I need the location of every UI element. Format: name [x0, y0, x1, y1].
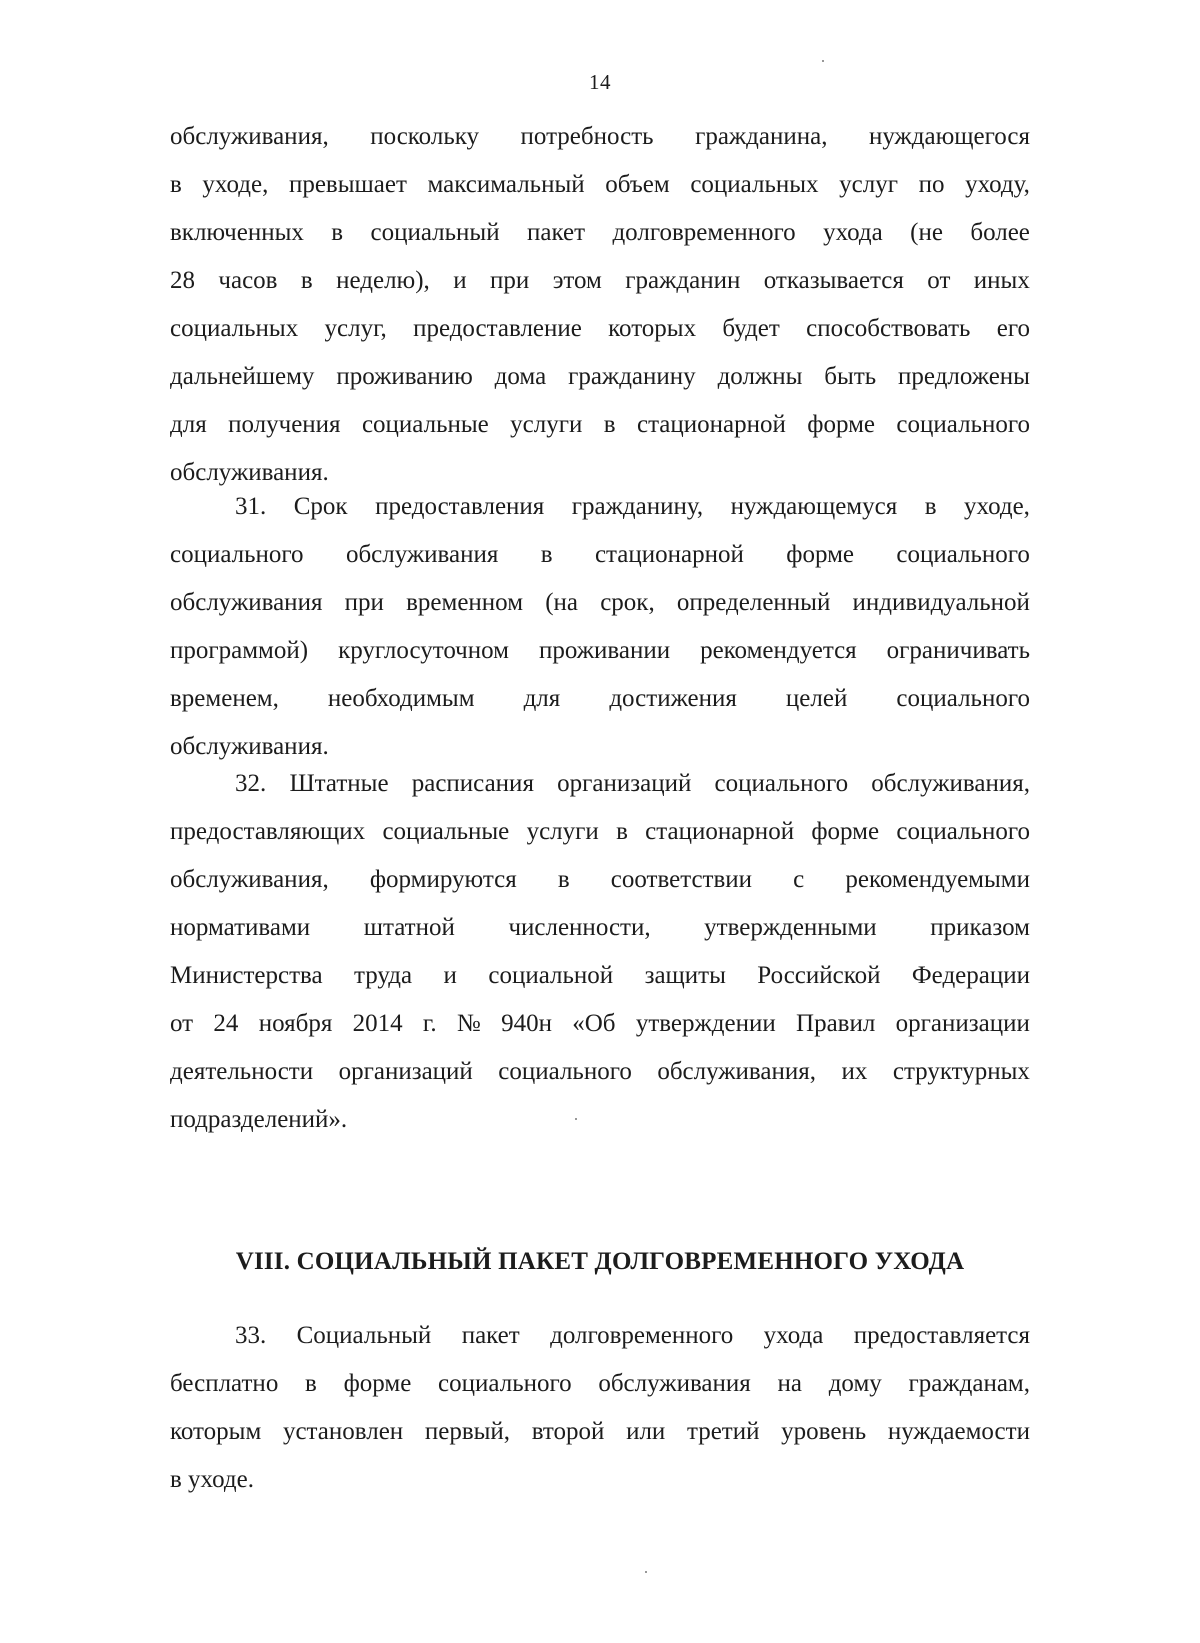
word: утвержденными — [704, 914, 877, 941]
word: социальные — [382, 818, 510, 845]
word: услуг — [839, 171, 898, 198]
scan-speck — [575, 1118, 577, 1120]
word: подразделений». — [170, 1106, 348, 1133]
word: или — [626, 1418, 666, 1445]
word: гражданин — [625, 267, 741, 294]
word: услуги — [526, 818, 599, 845]
word: для — [523, 685, 561, 712]
word: 2014 — [352, 1010, 403, 1037]
word: расписания — [411, 770, 534, 797]
word: предоставляющих — [170, 818, 366, 845]
word: долговременного — [612, 219, 796, 246]
word: социального — [896, 411, 1030, 438]
text-line — [170, 353, 1030, 401]
word: пакет — [461, 1322, 520, 1349]
word: структурных — [892, 1058, 1030, 1085]
word: ограничивать — [886, 637, 1030, 664]
text-line — [170, 808, 1030, 856]
word: в — [557, 866, 570, 893]
word: гражданину — [568, 363, 696, 390]
word: 33. — [235, 1322, 267, 1349]
text-line — [170, 305, 1030, 353]
text-line — [170, 856, 1030, 904]
word: дома — [494, 363, 547, 390]
word: отказывается — [763, 267, 904, 294]
word: Штатные — [289, 770, 389, 797]
word: иных — [973, 267, 1030, 294]
word: от — [927, 267, 951, 294]
word: стационарной — [636, 411, 786, 438]
word: нормативами — [170, 914, 311, 941]
word: первый, — [424, 1418, 511, 1445]
text-line — [170, 1408, 1030, 1456]
word: 24 — [213, 1010, 239, 1037]
word: при — [344, 589, 384, 616]
word: временем, — [170, 685, 279, 712]
word: предоставление — [413, 315, 582, 342]
word: в — [305, 1370, 317, 1397]
word: стационарной — [594, 541, 744, 568]
word: организации — [895, 1010, 1030, 1037]
word: проживанию — [336, 363, 473, 390]
word: социального — [896, 818, 1030, 845]
word: услуги — [510, 411, 583, 438]
word: форме — [807, 411, 876, 438]
word: форме — [786, 541, 854, 568]
word: бесплатно — [170, 1370, 279, 1397]
word: дому — [828, 1370, 882, 1397]
word: социальных — [170, 315, 299, 342]
word: второй — [531, 1418, 605, 1445]
word: «Об — [572, 1010, 616, 1037]
text-line — [170, 627, 1030, 675]
text-line — [170, 531, 1030, 579]
word: в — [616, 818, 628, 845]
word: социального — [170, 541, 304, 568]
word: и — [453, 267, 467, 294]
text-line — [170, 161, 1030, 209]
word: которых — [608, 315, 697, 342]
word: определенный — [676, 589, 831, 616]
word: на — [777, 1370, 802, 1397]
word: Федерации — [911, 962, 1030, 989]
word: обслуживания, — [170, 123, 329, 150]
word: долговременного — [550, 1322, 734, 1349]
word: пакет — [527, 219, 586, 246]
word: необходимым — [327, 685, 475, 712]
word: Российской — [757, 962, 881, 989]
text-line — [170, 760, 1030, 808]
word: часов — [218, 267, 278, 294]
word: обслуживания, — [871, 770, 1030, 797]
word: (на — [545, 589, 579, 616]
word: индивидуальной — [852, 589, 1030, 616]
word: стационарной — [645, 818, 795, 845]
word: предоставления — [375, 493, 545, 520]
word: в уходе. — [170, 1466, 254, 1493]
word: и — [443, 962, 457, 989]
word: социального — [438, 1370, 572, 1397]
word: дальнейшему — [170, 363, 315, 390]
text-line — [170, 1048, 1030, 1096]
word: социального — [498, 1058, 632, 1085]
word: уходе, — [202, 171, 269, 198]
word: при — [490, 267, 530, 294]
word: поскольку — [370, 123, 480, 150]
word: ноября — [258, 1010, 333, 1037]
word: труда — [353, 962, 413, 989]
word: целей — [785, 685, 848, 712]
scan-speck — [822, 60, 824, 62]
word: срок, — [600, 589, 655, 616]
word: будет — [722, 315, 780, 342]
scan-speck — [645, 1571, 647, 1573]
text-line — [170, 401, 1030, 449]
text-line — [170, 1360, 1030, 1408]
word: их — [841, 1058, 868, 1085]
word: круглосуточном — [338, 637, 509, 664]
word: в — [170, 171, 182, 198]
word: уровень — [781, 1418, 867, 1445]
word: в — [924, 493, 937, 520]
word: социальные — [361, 411, 489, 438]
word: нуждающемуся — [730, 493, 898, 520]
word: предоставляется — [853, 1322, 1030, 1349]
word: утверждении — [635, 1010, 776, 1037]
word: достижения — [609, 685, 737, 712]
word: защиты — [644, 962, 726, 989]
word: формируются — [369, 866, 517, 893]
word: неделю), — [336, 267, 430, 294]
word: по — [918, 171, 945, 198]
text-line — [170, 257, 1030, 305]
word: 31. — [235, 493, 267, 520]
word: максимальный — [427, 171, 585, 198]
word: 32. — [235, 770, 267, 797]
word: получения — [228, 411, 341, 438]
word: быть — [824, 363, 877, 390]
word: Правил — [796, 1010, 876, 1037]
word: соответствии — [610, 866, 753, 893]
text-line — [170, 1096, 1030, 1144]
word: рекомендуется — [700, 637, 857, 664]
word: обслуживания. — [170, 733, 329, 760]
word: Социальный — [296, 1322, 432, 1349]
word: уходу, — [965, 171, 1030, 198]
word: социальный — [370, 219, 500, 246]
word: организаций — [338, 1058, 473, 1085]
word: включенных — [170, 219, 304, 246]
word: в — [300, 267, 313, 294]
word: Срок — [293, 493, 348, 520]
word: обслуживания — [598, 1370, 751, 1397]
word: штатной — [363, 914, 455, 941]
word: форме — [343, 1370, 412, 1397]
word: обслуживания. — [170, 459, 329, 486]
word: в — [331, 219, 344, 246]
word: социального — [896, 541, 1030, 568]
text-line — [170, 579, 1030, 627]
text-line — [170, 209, 1030, 257]
word: численности, — [508, 914, 651, 941]
word: № — [456, 1010, 481, 1037]
word: в — [603, 411, 616, 438]
word: социального — [714, 770, 849, 797]
word: организаций — [557, 770, 692, 797]
word: третий — [686, 1418, 760, 1445]
paragraph-continuation — [170, 113, 1030, 497]
word: проживании — [538, 637, 671, 664]
word: социального — [896, 685, 1030, 712]
word: которым — [170, 1418, 262, 1445]
word: уходе, — [964, 493, 1030, 520]
word: потребность — [520, 123, 654, 150]
word: нуждающегося — [868, 123, 1030, 150]
text-line — [170, 1000, 1030, 1048]
text-line — [170, 113, 1030, 161]
paragraph-31 — [170, 483, 1030, 771]
word: гражданам, — [908, 1370, 1030, 1397]
word: (не — [910, 219, 943, 246]
text-line — [170, 1456, 1030, 1504]
word: его — [996, 315, 1030, 342]
word: приказом — [930, 914, 1030, 941]
word: ухода — [763, 1322, 824, 1349]
section-heading-viii: VIII. СОЦИАЛЬНЫЙ ПАКЕТ ДОЛГОВРЕМЕННОГО УХОДА — [235, 1248, 965, 1275]
word: социальных — [690, 171, 819, 198]
paragraph-33 — [170, 1312, 1030, 1504]
page-number: 14 — [589, 70, 611, 94]
word: обслуживания — [170, 589, 323, 616]
word: гражданину, — [571, 493, 704, 520]
word: обслуживания — [345, 541, 499, 568]
word: в — [540, 541, 553, 568]
word: деятельности — [170, 1058, 314, 1085]
word: более — [970, 219, 1030, 246]
word: Министерства — [170, 962, 323, 989]
text-line — [170, 904, 1030, 952]
word: программой) — [170, 637, 309, 664]
text-line — [170, 952, 1030, 1000]
word: этом — [552, 267, 602, 294]
word: объем — [605, 171, 670, 198]
word: услуг, — [324, 315, 387, 342]
word: социальной — [488, 962, 614, 989]
word: 28 — [170, 267, 195, 294]
word: для — [170, 411, 207, 438]
word: с — [793, 866, 805, 893]
text-line — [170, 1312, 1030, 1360]
word: гражданина, — [695, 123, 828, 150]
word: нуждаемости — [887, 1418, 1030, 1445]
word: форме — [811, 818, 880, 845]
paragraph-32 — [170, 760, 1030, 1144]
word: г. — [422, 1010, 437, 1037]
word: рекомендуемыми — [845, 866, 1030, 893]
word: ухода — [823, 219, 883, 246]
word: от — [170, 1010, 194, 1037]
word: должны — [717, 363, 803, 390]
word: обслуживания, — [657, 1058, 817, 1085]
word: способствовать — [806, 315, 971, 342]
word: временном — [406, 589, 524, 616]
text-line — [170, 483, 1030, 531]
word: установлен — [282, 1418, 404, 1445]
word: предложены — [898, 363, 1030, 390]
text-line — [170, 675, 1030, 723]
word: обслуживания, — [170, 866, 329, 893]
word: 940н — [501, 1010, 552, 1037]
word: превышает — [288, 171, 407, 198]
